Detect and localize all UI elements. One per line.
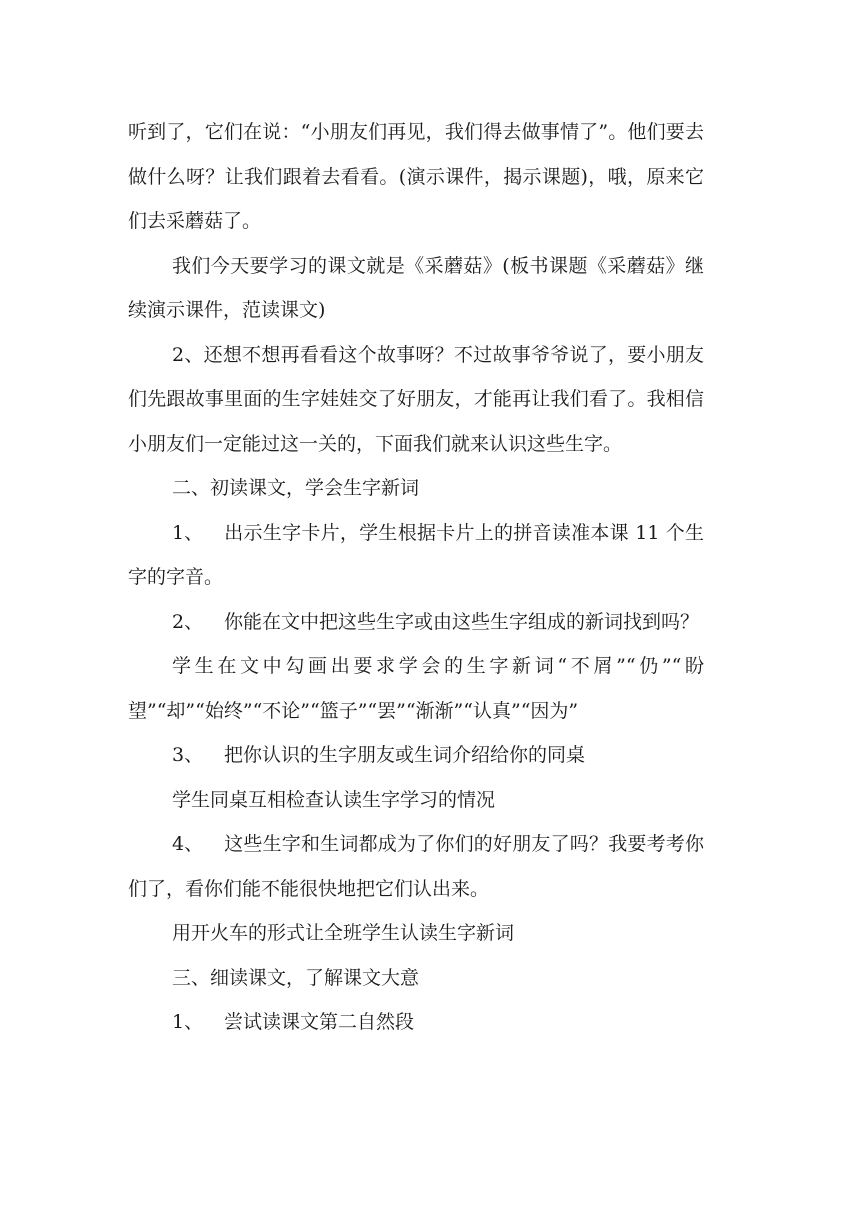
item-number: 4、 [172,833,204,855]
item-text: 你能在文中把这些生字或由这些生字组成的新词找到吗？ [224,610,700,633]
paragraph-text: 2、还想不想再看看这个故事呀？不过故事爷爷说了，要小朋友们先跟故事里面的生字娃娃交了好朋友，才能再让我们看了。我相信小朋友们一定能过这一关的，下面我们就来认识这些生字。 [128,343,704,455]
paragraph [128,333,704,467]
item-number: 1、 [172,1011,204,1033]
paragraph-text: 用开火车的形式让全班学生认读生字新词 [172,922,515,944]
paragraph [128,110,704,244]
paragraph [128,244,704,333]
section-heading-text: 二、初读课文，学会生字新词 [172,477,420,499]
numbered-item [128,733,704,778]
numbered-item [128,511,704,600]
paragraph [128,644,704,733]
item-text: 出示生字卡片，学生根据卡片上的拼音读准本课 11 个生字的字音。 [128,521,704,588]
paragraph [128,911,704,956]
paragraph-text: 我们今天要学习的课文就是《采蘑菇》(板书课题《采蘑菇》继续演示课件，范读课文) [128,254,704,321]
numbered-item [128,600,704,645]
paragraph-text: 学生同桌互相检查认读生字学习的情况 [172,788,496,811]
numbered-item [128,1000,704,1045]
item-number: 1、 [172,521,204,544]
paragraph-text: 听到了，它们在说：“小朋友们再见，我们得去做事情了”。他们要去做什么呀？让我们跟着去看看。(演示课件，揭示课题)，哦，原来它们去采蘑菇了。 [128,121,704,232]
section-heading [128,466,704,511]
section-heading [128,956,704,1001]
section-heading-text: 三、细读课文，了解课文大意 [172,966,420,989]
item-number: 3、 [172,744,204,766]
item-text: 这些生字和生词都成为了你们的好朋友了吗？我要考考你们了，看你们能不能很快地把它们认出来。 [128,833,704,900]
item-text: 尝试读课文第二自然段 [224,1011,415,1033]
paragraph-text: 学生在文中勾画出要求学会的生字新词“不屑”“仍”“盼望”“却”“始终”“不论”“篮子”“罢”“渐渐”“认真”“因为” [128,655,704,722]
numbered-item [128,822,704,911]
item-text: 把你认识的生字朋友或生词介绍给你的同桌 [224,744,586,766]
paragraph [128,778,704,823]
item-number: 2、 [172,610,204,633]
document-body [128,110,704,1045]
